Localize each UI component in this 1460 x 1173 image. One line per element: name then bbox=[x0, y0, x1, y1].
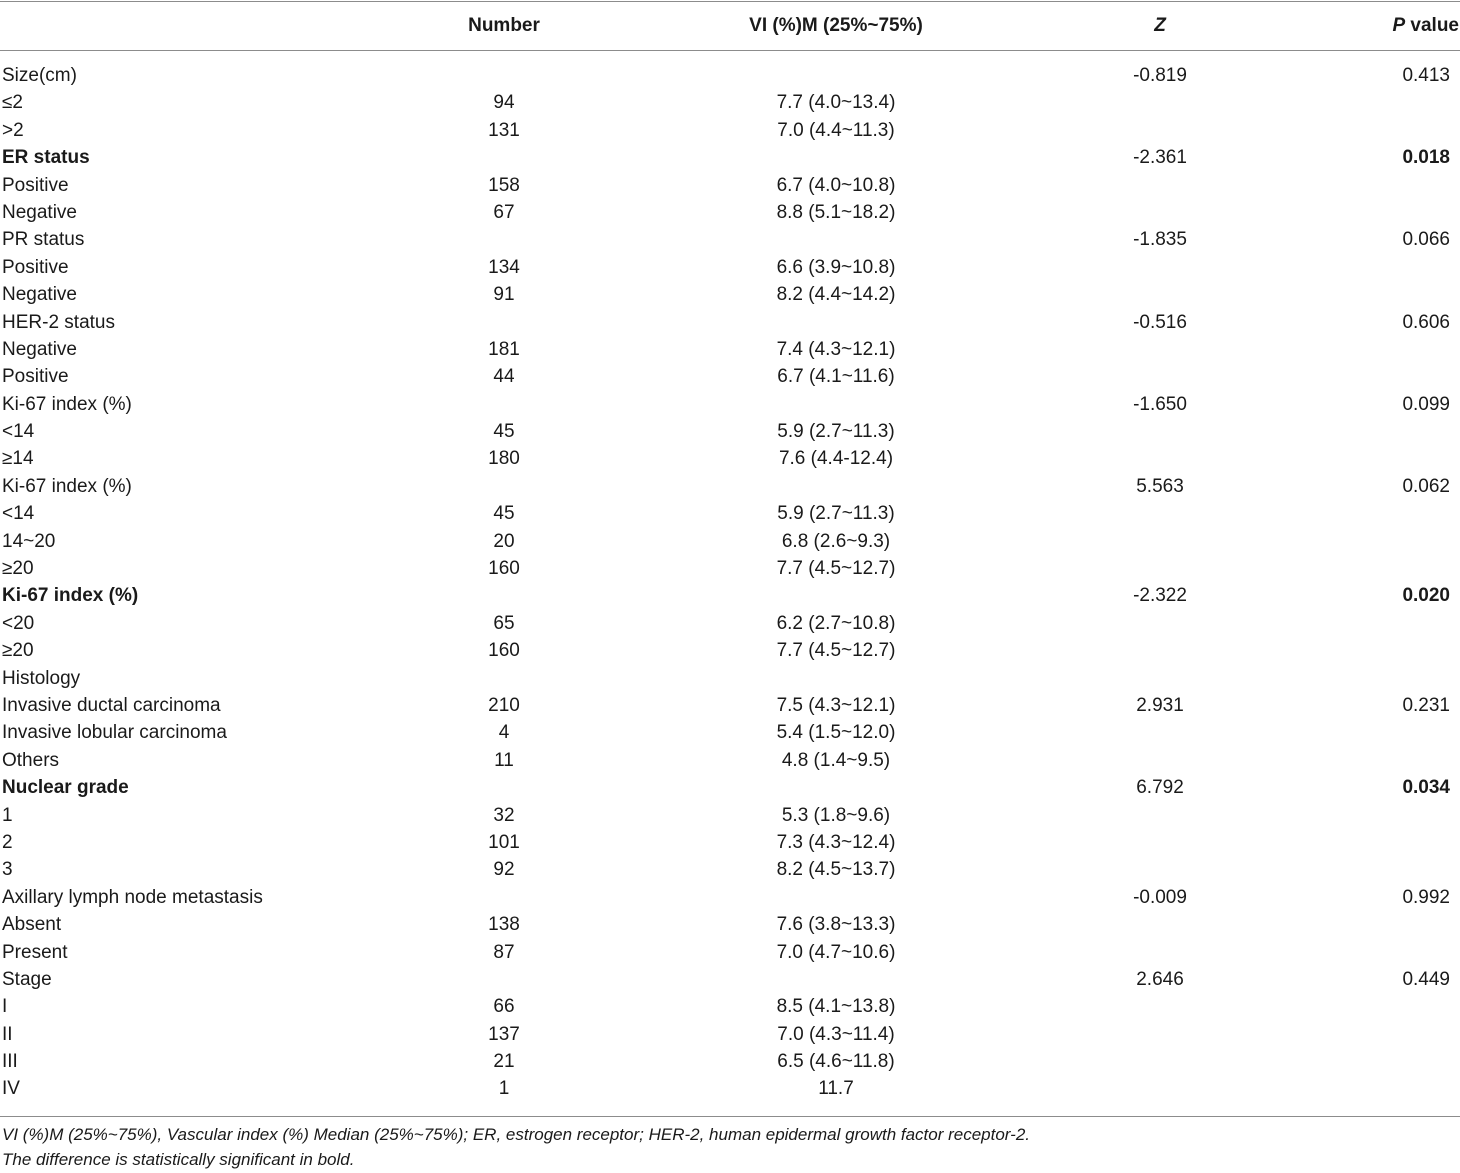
row-label: ≤2 bbox=[2, 92, 23, 114]
row-vi: 6.8 (2.6~9.3) bbox=[781, 530, 891, 552]
row-p-value: 0.018 bbox=[1402, 147, 1450, 169]
table-row bbox=[0, 802, 1460, 829]
row-label: Invasive ductal carcinoma bbox=[2, 694, 221, 716]
row-z: -0.009 bbox=[1133, 886, 1187, 908]
row-number: 138 bbox=[488, 914, 520, 936]
table-row bbox=[0, 856, 1460, 883]
row-label: ≥20 bbox=[2, 640, 34, 662]
row-z: 6.792 bbox=[1136, 777, 1184, 799]
row-vi: 7.3 (4.3~12.4) bbox=[776, 831, 896, 853]
row-label: Negative bbox=[2, 284, 77, 306]
row-label: 2 bbox=[2, 831, 13, 853]
row-number: 137 bbox=[488, 1023, 520, 1045]
table-row bbox=[0, 391, 1460, 418]
row-number: 91 bbox=[493, 284, 515, 306]
table-row bbox=[0, 500, 1460, 527]
row-vi: 5.3 (1.8~9.6) bbox=[781, 804, 891, 826]
row-label: >2 bbox=[2, 119, 24, 141]
table-row bbox=[0, 1048, 1460, 1075]
header-vi: VI (%)M (25%~75%) bbox=[749, 15, 923, 36]
row-number: 45 bbox=[493, 421, 515, 443]
row-label: Ki-67 index (%) bbox=[2, 393, 132, 415]
row-p-value: 0.449 bbox=[1402, 968, 1450, 990]
table-bottom-rule bbox=[0, 1116, 1460, 1117]
row-number: 67 bbox=[493, 201, 515, 223]
row-label: II bbox=[2, 1023, 13, 1045]
row-vi: 7.6 (4.4-12.4) bbox=[778, 448, 894, 470]
row-number: 160 bbox=[488, 558, 520, 580]
row-number: 160 bbox=[488, 640, 520, 662]
table-row bbox=[0, 89, 1460, 116]
table-row bbox=[0, 637, 1460, 664]
row-number: 65 bbox=[493, 612, 515, 634]
row-number: 92 bbox=[493, 859, 515, 881]
row-label: ≥20 bbox=[2, 558, 34, 580]
row-label: ER status bbox=[2, 147, 90, 169]
table-header-rule bbox=[0, 50, 1460, 51]
row-number: 45 bbox=[493, 503, 515, 525]
row-p-value: 0.606 bbox=[1402, 311, 1450, 333]
row-number: 20 bbox=[493, 530, 515, 552]
row-vi: 8.5 (4.1~13.8) bbox=[776, 996, 896, 1018]
row-z: -2.361 bbox=[1133, 147, 1187, 169]
header-number: Number bbox=[468, 15, 540, 36]
row-z: 2.646 bbox=[1136, 968, 1184, 990]
table-row bbox=[0, 117, 1460, 144]
row-label: Positive bbox=[2, 256, 69, 278]
table-row bbox=[0, 1075, 1460, 1102]
row-vi: 11.7 bbox=[818, 1078, 854, 1100]
table-row bbox=[0, 884, 1460, 911]
table-row bbox=[0, 993, 1460, 1020]
row-number: 94 bbox=[493, 92, 515, 114]
table-row bbox=[0, 144, 1460, 171]
row-z: 5.563 bbox=[1136, 475, 1184, 497]
row-vi: 6.7 (4.0~10.8) bbox=[776, 174, 896, 196]
row-p-value: 0.034 bbox=[1402, 777, 1450, 799]
row-p-value: 0.992 bbox=[1402, 886, 1450, 908]
table-row bbox=[0, 747, 1460, 774]
row-number: 210 bbox=[488, 694, 520, 716]
table-body bbox=[0, 62, 1460, 1103]
row-label: Ki-67 index (%) bbox=[2, 585, 139, 607]
table-row bbox=[0, 418, 1460, 445]
row-vi: 8.2 (4.5~13.7) bbox=[776, 859, 896, 881]
row-number: 158 bbox=[488, 174, 520, 196]
table-row bbox=[0, 473, 1460, 500]
row-vi: 7.4 (4.3~12.1) bbox=[776, 338, 896, 360]
footnote-abbreviations: VI (%)M (25%~75%), Vascular index (%) Median (25%~75%); ER, estrogen receptor; HER-2, human epidermal growth factor receptor-2. bbox=[2, 1125, 1031, 1144]
table-row bbox=[0, 199, 1460, 226]
row-vi: 7.7 (4.0~13.4) bbox=[776, 92, 896, 114]
table-row bbox=[0, 172, 1460, 199]
row-z: -0.819 bbox=[1133, 65, 1187, 86]
row-vi: 7.0 (4.7~10.6) bbox=[776, 941, 896, 963]
row-p-value: 0.231 bbox=[1402, 694, 1450, 716]
row-label: PR status bbox=[2, 229, 85, 251]
row-number: 131 bbox=[488, 119, 520, 141]
row-p-value: 0.020 bbox=[1402, 585, 1450, 607]
row-z: -2.322 bbox=[1133, 585, 1187, 607]
row-label: Axillary lymph node metastasis bbox=[2, 886, 263, 908]
row-vi: 7.7 (4.5~12.7) bbox=[776, 640, 896, 662]
header-z: Z bbox=[1154, 15, 1166, 36]
row-vi: 5.4 (1.5~12.0) bbox=[776, 722, 896, 744]
table-row bbox=[0, 309, 1460, 336]
table-header-row bbox=[0, 2, 1460, 50]
table-row bbox=[0, 665, 1460, 692]
row-z: -0.516 bbox=[1133, 311, 1187, 333]
table-row bbox=[0, 582, 1460, 609]
row-label: Size(cm) bbox=[2, 65, 77, 86]
row-label: Others bbox=[2, 749, 60, 771]
row-number: 44 bbox=[493, 366, 515, 388]
row-label: Negative bbox=[2, 201, 77, 223]
row-number: 66 bbox=[493, 996, 515, 1018]
row-label: <14 bbox=[2, 503, 35, 525]
row-vi: 7.0 (4.3~11.4) bbox=[777, 1023, 895, 1045]
table-row bbox=[0, 226, 1460, 253]
row-vi: 5.9 (2.7~11.3) bbox=[777, 503, 895, 525]
row-vi: 8.8 (5.1~18.2) bbox=[776, 201, 896, 223]
table-row bbox=[0, 610, 1460, 637]
header-p-rest: value bbox=[1405, 15, 1459, 36]
row-number: 101 bbox=[488, 831, 520, 853]
row-label: Stage bbox=[2, 968, 52, 990]
row-p-value: 0.066 bbox=[1402, 229, 1450, 251]
table-row bbox=[0, 829, 1460, 856]
row-label: 1 bbox=[2, 804, 13, 826]
row-label: Nuclear grade bbox=[2, 777, 129, 799]
row-number: 134 bbox=[488, 256, 520, 278]
row-label: Present bbox=[2, 941, 68, 963]
row-label: Absent bbox=[2, 914, 62, 936]
row-vi: 8.2 (4.4~14.2) bbox=[776, 284, 896, 306]
header-p-italic: P bbox=[1392, 15, 1406, 36]
row-p-value: 0.062 bbox=[1402, 475, 1450, 497]
row-label: IV bbox=[2, 1078, 20, 1100]
row-number: 32 bbox=[493, 804, 515, 826]
row-vi: 4.8 (1.4~9.5) bbox=[781, 749, 891, 771]
row-vi: 7.6 (3.8~13.3) bbox=[776, 914, 896, 936]
table-row bbox=[0, 281, 1460, 308]
row-label: III bbox=[2, 1051, 18, 1073]
table-row bbox=[0, 254, 1460, 281]
row-vi: 5.9 (2.7~11.3) bbox=[777, 421, 895, 443]
row-vi: 7.7 (4.5~12.7) bbox=[776, 558, 896, 580]
row-z: 2.931 bbox=[1136, 694, 1184, 716]
table-row bbox=[0, 774, 1460, 801]
row-z: -1.650 bbox=[1133, 393, 1187, 415]
table-row bbox=[0, 363, 1460, 390]
table-row bbox=[0, 911, 1460, 938]
row-number: 1 bbox=[498, 1078, 510, 1100]
row-number: 21 bbox=[493, 1051, 515, 1073]
row-number: 87 bbox=[493, 941, 515, 963]
row-label: 3 bbox=[2, 859, 13, 881]
row-number: 180 bbox=[488, 448, 520, 470]
row-label: I bbox=[2, 996, 8, 1018]
header-p-value bbox=[1392, 2, 1459, 50]
row-vi: 7.0 (4.4~11.3) bbox=[777, 119, 895, 141]
row-vi: 6.6 (3.9~10.8) bbox=[776, 256, 896, 278]
row-label: Positive bbox=[2, 174, 69, 196]
row-label: HER-2 status bbox=[2, 311, 115, 333]
table-row bbox=[0, 528, 1460, 555]
row-number: 181 bbox=[488, 338, 520, 360]
row-label: Negative bbox=[2, 338, 77, 360]
row-label: <14 bbox=[2, 421, 35, 443]
row-p-value: 0.413 bbox=[1402, 65, 1450, 86]
row-z: -1.835 bbox=[1133, 229, 1187, 251]
row-number: 11 bbox=[494, 749, 514, 771]
table-row bbox=[0, 336, 1460, 363]
row-label: 14~20 bbox=[2, 530, 56, 552]
row-label: ≥14 bbox=[2, 448, 34, 470]
row-vi: 6.2 (2.7~10.8) bbox=[776, 612, 896, 634]
row-label: Positive bbox=[2, 366, 69, 388]
row-label: Ki-67 index (%) bbox=[2, 475, 132, 497]
table-row bbox=[0, 62, 1460, 89]
table-row bbox=[0, 1021, 1460, 1048]
footnote-significance: The difference is statistically significant in bold. bbox=[2, 1150, 355, 1169]
table-row bbox=[0, 555, 1460, 582]
table-row bbox=[0, 966, 1460, 993]
row-vi: 6.5 (4.6~11.8) bbox=[777, 1051, 895, 1073]
row-vi: 6.7 (4.1~11.6) bbox=[777, 366, 895, 388]
row-vi: 7.5 (4.3~12.1) bbox=[776, 694, 896, 716]
row-label: Invasive lobular carcinoma bbox=[2, 722, 227, 744]
table-row bbox=[0, 445, 1460, 472]
table-row bbox=[0, 939, 1460, 966]
row-p-value: 0.099 bbox=[1402, 393, 1450, 415]
table-row bbox=[0, 692, 1460, 719]
row-number: 4 bbox=[498, 722, 510, 744]
row-label: <20 bbox=[2, 612, 35, 634]
table-row bbox=[0, 719, 1460, 746]
row-label: Histology bbox=[2, 667, 81, 689]
